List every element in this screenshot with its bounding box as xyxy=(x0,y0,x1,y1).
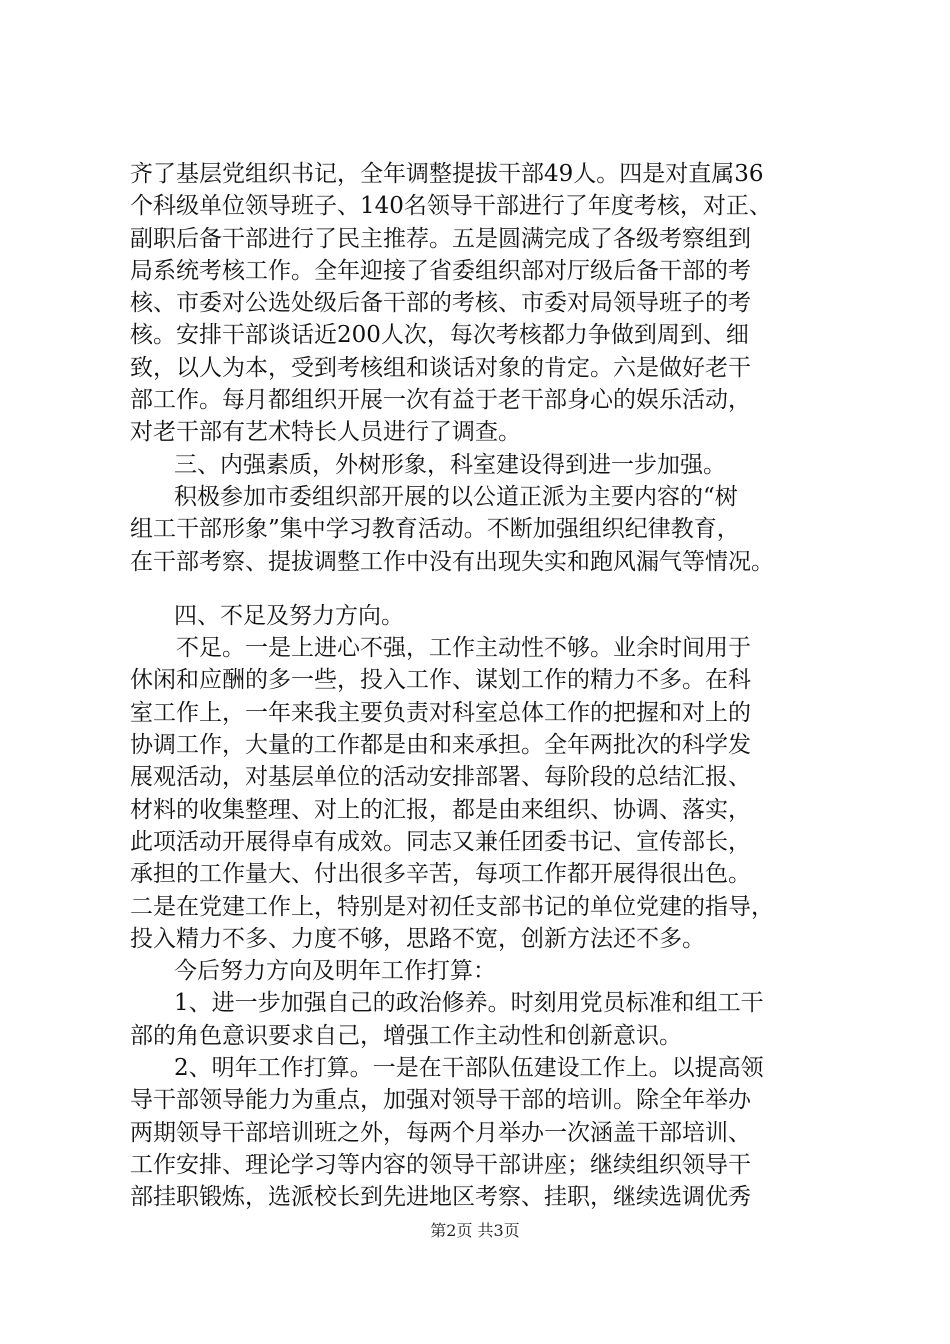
text-line: 部工作。每月都组织开展一次有益于老干部身心的娱乐活动， xyxy=(130,387,751,414)
text-line: 休闲和应酬的多一些，投入工作、谋划工作的精力不多。在科 xyxy=(130,667,751,694)
plan-heading: 今后努力方向及明年工作打算： xyxy=(174,958,496,985)
text-line: 局系统考核工作。全年迎接了省委组织部对厅级后备干部的考 xyxy=(130,257,751,284)
text-line: 对老干部有艺术特长人员进行了调查。 xyxy=(130,419,521,446)
text-line: 部挂职锻炼，选派校长到先进地区考察、挂职，继续选调优秀 xyxy=(130,1184,751,1211)
text-line: 不足。一是上进心不强，工作主动性不够。业余时间用于 xyxy=(176,635,751,662)
text-line: 此项活动开展得卓有成效。同志又兼任团委书记、宣传部长， xyxy=(130,828,751,855)
text-line: 两期领导干部培训班之外，每两个月举办一次涵盖干部培训、 xyxy=(130,1119,751,1146)
text-line: 副职后备干部进行了民主推荐。五是圆满完成了各级考察组到 xyxy=(130,225,751,252)
text-line: 部的角色意识要求自己，增强工作主动性和创新意识。 xyxy=(130,1022,682,1049)
text-line: 导干部领导能力为重点，加强对领导干部的培训。除全年举办 xyxy=(130,1087,751,1114)
section-heading-4: 四、不足及努力方向。 xyxy=(174,602,404,629)
text-line: 核、市委对公选处级后备干部的考核、市委对局领导班子的考 xyxy=(130,290,751,317)
text-line: 致，以人为本，受到考核组和谈话对象的肯定。六是做好老干 xyxy=(130,354,751,381)
text-line: 组工干部形象”集中学习教育活动。不断加强组织纪律教育， xyxy=(130,516,740,543)
text-line: 2、明年工作打算。一是在干部队伍建设工作上。以提高领 xyxy=(174,1055,764,1082)
section-heading-3: 三、内强素质，外树形象，科室建设得到进一步加强。 xyxy=(174,451,726,478)
text-line: 展观活动，对基层单位的活动安排部署、每阶段的总结汇报、 xyxy=(130,764,751,791)
text-line: 积极参加市委组织部开展的以公道正派为主要内容的“树 xyxy=(174,483,738,510)
text-line: 投入精力不多、力度不够，思路不宽，创新方法还不多。 xyxy=(130,925,705,952)
text-line: 室工作上，一年来我主要负责对科室总体工作的把握和对上的 xyxy=(130,699,751,726)
text-line: 个科级单位领导班子、140名领导干部进行了年度考核，对正、 xyxy=(130,193,772,220)
document-body xyxy=(130,158,860,1214)
text-line: 材料的收集整理、对上的汇报，都是由来组织、协调、落实， xyxy=(130,796,751,823)
text-line: 二是在党建工作上，特别是对初任支部书记的单位党建的指导， xyxy=(130,893,774,920)
text-line: 协调工作，大量的工作都是由和来承担。全年两批次的科学发 xyxy=(130,732,751,759)
text-line: 齐了基层党组织书记，全年调整提拔干部49人。四是对直属36 xyxy=(130,161,764,187)
text-line: 工作安排、理论学习等内容的领导干部讲座；继续组织领导干 xyxy=(130,1151,751,1178)
text-line: 核。安排干部谈话近200人次，每次考核都力争做到周到、细 xyxy=(130,322,749,349)
text-line: 1、进一步加强自己的政治修养。时刻用党员标准和组工干 xyxy=(174,990,764,1017)
text-line: 承担的工作量大、付出很多辛苦，每项工作都开展得很出色。 xyxy=(130,861,751,888)
page-number-footer: 第2页 共3页 xyxy=(430,1221,520,1240)
text-line: 在干部考察、提拔调整工作中没有出现失实和跑风漏气等情况。 xyxy=(130,548,774,575)
